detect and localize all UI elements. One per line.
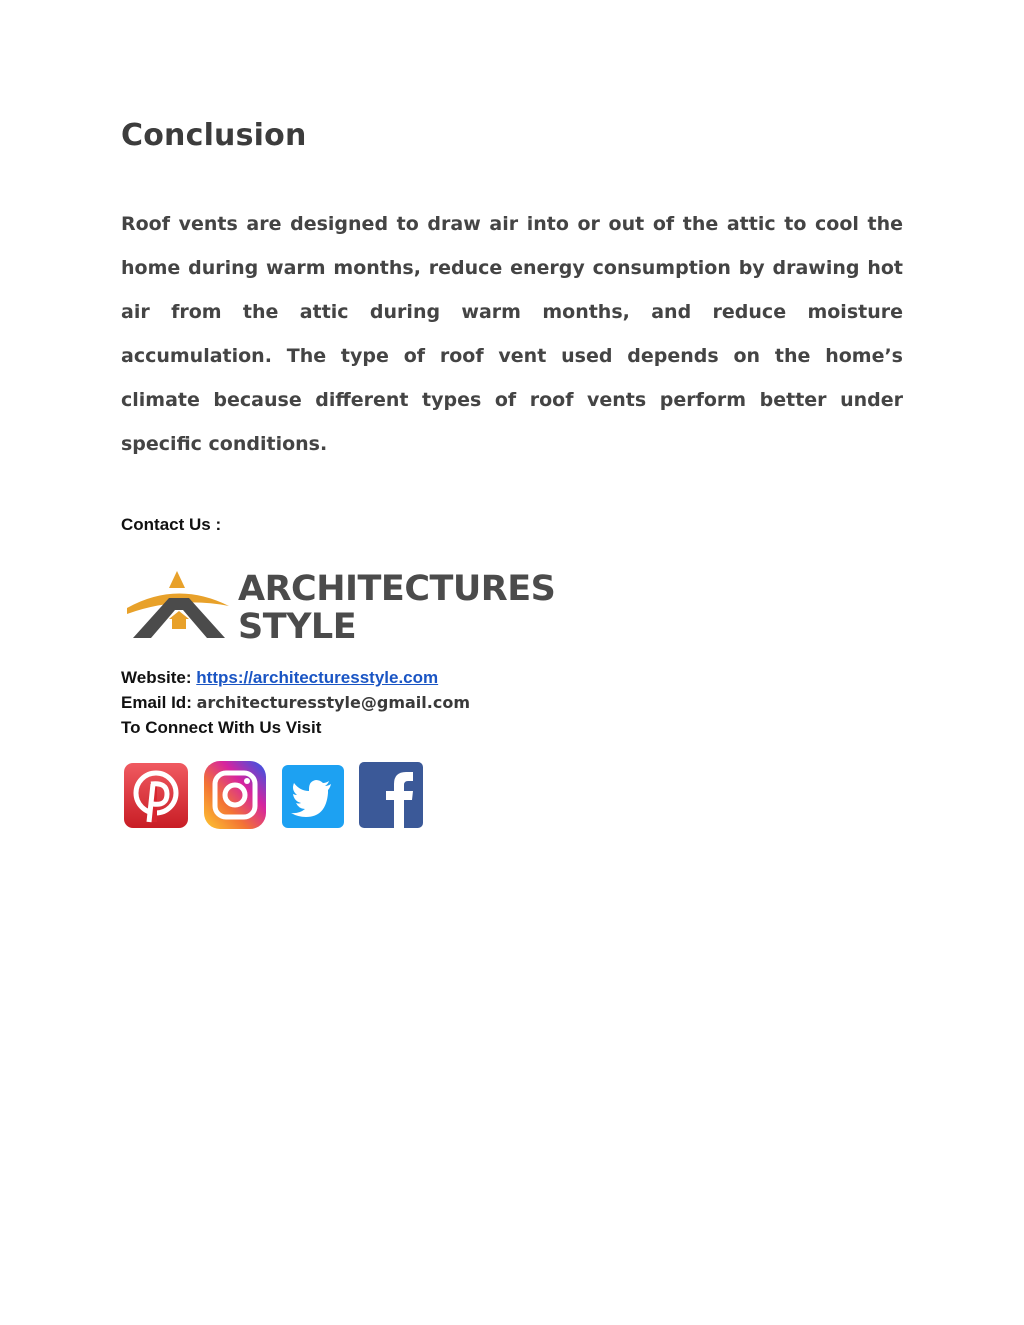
contact-details xyxy=(121,665,470,740)
logo-mark-icon xyxy=(125,566,235,648)
pinterest-icon[interactable] xyxy=(123,760,189,830)
logo-text-line1: ARCHITECTURES xyxy=(238,569,556,609)
contact-heading: Contact Us : xyxy=(121,515,222,534)
architectures-style-logo xyxy=(125,566,565,648)
website-label: Website: xyxy=(121,668,192,687)
website-row xyxy=(121,665,470,690)
instagram-icon[interactable] xyxy=(203,760,269,830)
facebook-icon[interactable] xyxy=(358,760,424,830)
email-label: Email Id xyxy=(121,693,187,712)
logo-text-line2: STYLE xyxy=(238,607,357,647)
twitter-icon[interactable] xyxy=(281,760,347,830)
email-row xyxy=(121,690,470,715)
conclusion-paragraph: Roof vents are designed to draw air into or out of the attic to cool the home during warm months, reduce energy consumption by drawing hot air from the attic during warm months, and reduce moisture accumulation. The type of roof vent used depends on the home’s climate because different types of roof vents perform better under specific conditions. xyxy=(121,213,903,455)
website-link[interactable]: https://architecturesstyle.com xyxy=(196,668,439,687)
email-separator: : xyxy=(186,693,192,712)
email-value: architecturesstyle@gmail.com xyxy=(196,693,470,712)
connect-row: To Connect With Us Visit xyxy=(121,718,322,737)
page-title: Conclusion xyxy=(121,118,307,153)
